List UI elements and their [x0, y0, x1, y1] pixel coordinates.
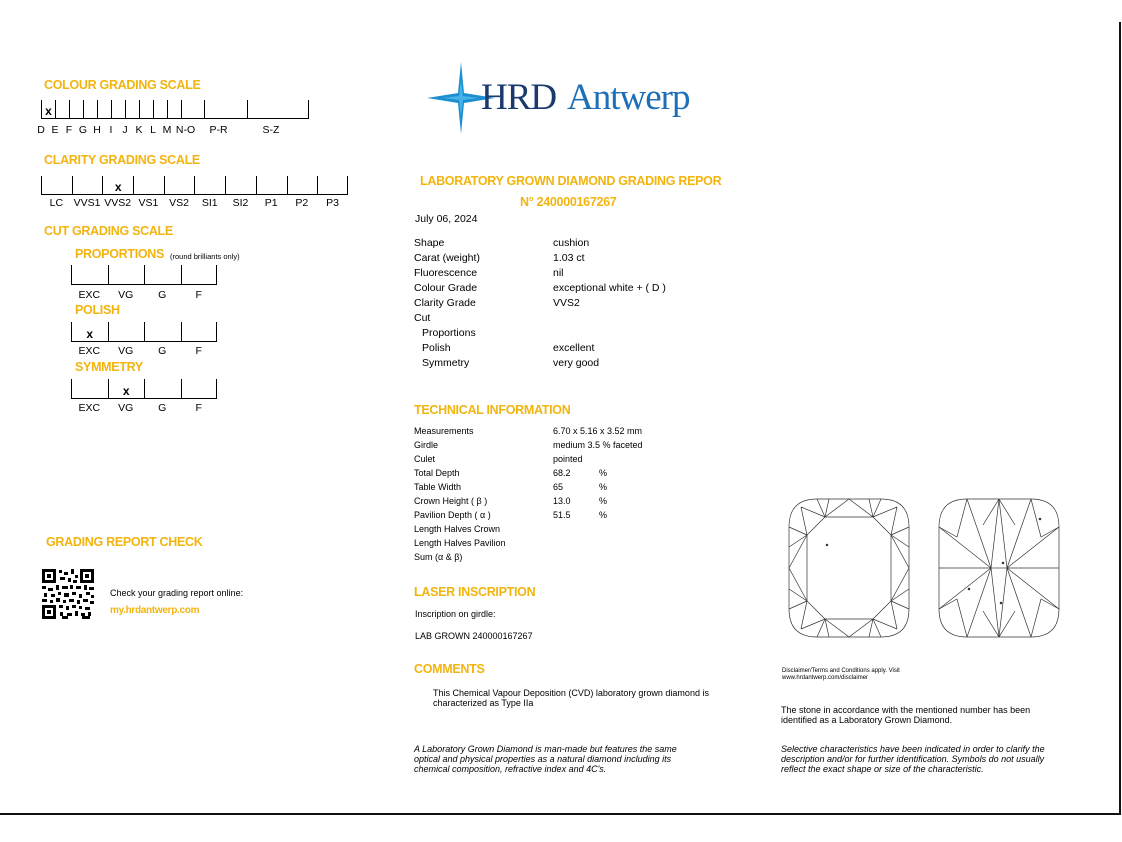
- comments-title: COMMENTS: [414, 662, 485, 676]
- report-date: July 06, 2024: [415, 213, 478, 225]
- clarity-cell-si2: [225, 176, 256, 194]
- footer-left-line-3: chemical composition, refractive index and 4C's.: [414, 764, 607, 774]
- detail-value: 1.03 ct: [553, 252, 585, 264]
- technical-value: 6.70 x 5.16 x 3.52 mm: [553, 426, 643, 436]
- clarity-label-p2: P2: [295, 197, 309, 209]
- clarity-label-p3: P3: [326, 197, 339, 209]
- crown-view-diagram: [787, 497, 911, 639]
- colour-label-k: K: [135, 124, 143, 136]
- report-number: N° 240000167267: [520, 195, 617, 209]
- report-title: LABORATORY GROWN DIAMOND GRADING REPOR: [420, 174, 722, 188]
- technical-table: [414, 424, 643, 564]
- pavilion-view-diagram: [937, 497, 1061, 639]
- colour-cell-n-o: [181, 100, 204, 118]
- colour-label-j: J: [122, 124, 128, 136]
- clarity-cell-p3: [317, 176, 348, 194]
- detail-label: Cut: [414, 312, 431, 324]
- check-link[interactable]: my.hrdantwerp.com: [110, 605, 200, 616]
- technical-label: Length Halves Crown: [414, 524, 501, 534]
- polish-labels: [71, 345, 217, 357]
- disclaimer: [782, 668, 900, 682]
- detail-label: Proportions: [422, 327, 476, 339]
- symmetry-cell-exc: [71, 379, 108, 398]
- footer-right-line-2: description and/or for further identification. Symbols do not usually: [781, 754, 1045, 764]
- technical-row: [414, 438, 643, 452]
- polish-cell-exc: [71, 322, 108, 341]
- colour-scale-boxes: [41, 100, 309, 119]
- technical-label: Girdle: [414, 440, 439, 450]
- cut-label-f: F: [195, 402, 202, 414]
- details-table: [414, 236, 666, 371]
- clarity-cell-lc: [41, 176, 72, 194]
- disclaimer-line-2[interactable]: www.hrdantwerp.com/disclaimer: [782, 675, 869, 681]
- colour-label-m: M: [162, 124, 172, 136]
- polish-cell-g: [144, 322, 181, 341]
- disclaimer-line-1: Disclaimer/Terms and Conditions apply. Visit: [782, 668, 900, 674]
- frame-bottom-border: [0, 813, 1121, 815]
- logo-brand-antwerp: Antwerp: [567, 77, 690, 118]
- colour-mark: x: [45, 104, 52, 118]
- check-title: GRADING REPORT CHECK: [46, 535, 203, 549]
- technical-value: medium 3.5 % faceted: [553, 440, 643, 450]
- technical-label: Crown Height ( β ): [414, 496, 488, 506]
- clarity-label-vvs1: VVS1: [73, 197, 101, 209]
- colour-cell-l: [153, 100, 167, 118]
- colour-label-n-o: N-O: [175, 124, 196, 136]
- footer-left-line-1: A Laboratory Grown Diamond is man-made but features the same: [414, 744, 677, 754]
- detail-row: [414, 326, 666, 341]
- qr-code-icon[interactable]: [42, 569, 94, 619]
- symmetry-cell-f: [181, 379, 218, 398]
- technical-row: [414, 480, 643, 494]
- hrd-logo: [425, 62, 725, 134]
- technical-unit: %: [599, 468, 608, 478]
- clarity-cell-vs2: [164, 176, 195, 194]
- cut-label-exc: EXC: [78, 402, 101, 414]
- proportions-cell-g: [144, 265, 181, 284]
- laser-title: LASER INSCRIPTION: [414, 585, 536, 599]
- laser-text: LAB GROWN 240000167267: [415, 631, 533, 641]
- colour-label-l: L: [150, 124, 156, 136]
- detail-value: VVS2: [553, 297, 580, 309]
- colour-cell-h: [97, 100, 111, 118]
- clarity-mark: x: [114, 180, 122, 194]
- clarity-cell-p2: [287, 176, 318, 194]
- detail-label: Colour Grade: [414, 282, 478, 294]
- detail-label: Shape: [414, 237, 445, 249]
- laser-label: Inscription on girdle:: [415, 609, 496, 619]
- colour-cell-i: [111, 100, 125, 118]
- colour-cell-g: [83, 100, 97, 118]
- proportions-cell-vg: [108, 265, 145, 284]
- polish-cell-f: [181, 322, 218, 341]
- symmetry-cell-g: [144, 379, 181, 398]
- technical-row: [414, 424, 643, 438]
- technical-label: Length Halves Pavilion: [414, 538, 506, 548]
- detail-label: Carat (weight): [414, 252, 480, 264]
- proportions-title: PROPORTIONS: [75, 247, 165, 261]
- clarity-label-lc: LC: [49, 197, 64, 209]
- detail-value: excellent: [553, 342, 595, 354]
- symmetry-labels: [71, 402, 217, 414]
- technical-value: 13.0: [553, 496, 571, 506]
- technical-row: [414, 466, 643, 480]
- detail-label: Clarity Grade: [414, 297, 476, 309]
- cut-scale-title: CUT GRADING SCALE: [44, 224, 173, 238]
- colour-label-d: D: [37, 124, 45, 136]
- symmetry-cell-vg: [108, 379, 145, 398]
- symmetry-title: SYMMETRY: [75, 360, 143, 374]
- colour-label-g: G: [78, 124, 88, 136]
- detail-row: [414, 266, 666, 281]
- colour-label-p-r: P-R: [209, 124, 228, 136]
- clarity-label-vvs2: VVS2: [104, 197, 132, 209]
- detail-label: Polish: [422, 342, 451, 354]
- technical-row: [414, 522, 643, 536]
- clarity-cell-si1: [194, 176, 225, 194]
- cut-label-vg: VG: [118, 402, 134, 414]
- detail-label: Fluorescence: [414, 267, 478, 279]
- technical-label: Total Depth: [414, 468, 460, 478]
- clarity-label-vs1: VS1: [138, 197, 159, 209]
- proportions-labels: [71, 289, 217, 301]
- cut-label-g: G: [158, 289, 167, 301]
- technical-value: 51.5: [553, 510, 571, 520]
- colour-cell-s-z: [247, 100, 309, 118]
- cut-label-vg: VG: [118, 289, 134, 301]
- footer-right-note: [781, 744, 1045, 774]
- detail-row: [414, 311, 666, 326]
- clarity-cell-vvs1: [72, 176, 103, 194]
- clarity-label-si1: SI1: [201, 197, 218, 209]
- technical-row: [414, 508, 643, 522]
- proportions-cell-exc: [71, 265, 108, 284]
- comments-line-2: characterized as Type IIa: [433, 698, 534, 708]
- clarity-cell-vs1: [133, 176, 164, 194]
- clarity-cell-vvs2: [102, 176, 133, 194]
- cut-label-g: G: [158, 345, 167, 357]
- clarity-label-p1: P1: [264, 197, 278, 209]
- technical-row: [414, 550, 643, 564]
- technical-row: [414, 536, 643, 550]
- frame-right-border: [1119, 22, 1121, 814]
- footer-left-line-2: optical and physical properties as a natural diamond including its: [414, 754, 672, 764]
- technical-value: 68.2: [553, 468, 571, 478]
- detail-row: [414, 281, 666, 296]
- proportions-cell-f: [181, 265, 218, 284]
- footer-right-line-3: reflect the exact shape or size of the characteristic.: [781, 764, 984, 774]
- detail-row: [414, 296, 666, 311]
- colour-label-i: I: [109, 124, 113, 136]
- technical-value: 65: [553, 482, 564, 492]
- detail-value: nil: [553, 267, 564, 279]
- polish-title: POLISH: [75, 303, 120, 317]
- detail-label: Symmetry: [422, 357, 470, 369]
- comments-line-1: This Chemical Vapour Deposition (CVD) laboratory grown diamond is: [433, 688, 709, 698]
- technical-unit: %: [599, 482, 608, 492]
- cut-label-exc: EXC: [78, 345, 101, 357]
- polish-mark: x: [86, 327, 94, 341]
- statement-line-2: identified as a Laboratory Grown Diamond.: [781, 715, 953, 725]
- symmetry-mark: x: [122, 384, 130, 398]
- proportions-boxes: [71, 265, 217, 285]
- colour-cell-j: [125, 100, 139, 118]
- check-text: Check your grading report online:: [110, 588, 244, 598]
- detail-row: [414, 341, 666, 356]
- colour-scale-title: COLOUR GRADING SCALE: [44, 78, 201, 92]
- technical-row: [414, 452, 643, 466]
- comments-text: [433, 688, 709, 708]
- proportions-note: (round brilliants only): [170, 252, 240, 261]
- colour-cell-p-r: [204, 100, 247, 118]
- footer-right-line-1: Selective characteristics have been indicated in order to clarify the: [781, 744, 1045, 754]
- clarity-label-si2: SI2: [232, 197, 249, 209]
- colour-cell-e: [55, 100, 69, 118]
- colour-cell-f: [69, 100, 83, 118]
- logo-brand-hrd: HRD: [481, 77, 557, 118]
- detail-value: exceptional white + ( D ): [553, 282, 666, 294]
- statement-line-1: The stone in accordance with the mentioned number has been: [781, 705, 1031, 715]
- colour-label-f: F: [65, 124, 73, 136]
- technical-label: Table Width: [414, 482, 462, 492]
- colour-scale-labels: [34, 124, 302, 136]
- symmetry-boxes: [71, 379, 217, 399]
- footer-left-note: [414, 744, 677, 774]
- technical-label: Culet: [414, 454, 436, 464]
- technical-row: [414, 494, 643, 508]
- colour-label-h: H: [93, 124, 101, 136]
- detail-value: very good: [553, 357, 600, 369]
- clarity-cell-p1: [256, 176, 287, 194]
- detail-value: cushion: [553, 237, 590, 249]
- colour-cell-k: [139, 100, 153, 118]
- clarity-scale-labels: [41, 197, 348, 209]
- technical-label: Pavilion Depth ( α ): [414, 510, 491, 520]
- cut-label-f: F: [195, 345, 202, 357]
- clarity-label-vs2: VS2: [169, 197, 190, 209]
- identification-statement: [781, 705, 1030, 725]
- technical-unit: %: [599, 510, 608, 520]
- colour-label-e: E: [51, 124, 59, 136]
- colour-label-s-z: S-Z: [262, 124, 280, 136]
- cut-label-vg: VG: [118, 345, 134, 357]
- technical-value: pointed: [553, 454, 583, 464]
- colour-cell-d: [41, 100, 55, 118]
- cut-label-f: F: [195, 289, 202, 301]
- technical-label: Measurements: [414, 426, 474, 436]
- detail-row: [414, 251, 666, 266]
- detail-row: [414, 356, 666, 371]
- polish-cell-vg: [108, 322, 145, 341]
- technical-label: Sum (α & β): [414, 552, 463, 562]
- cut-label-g: G: [158, 402, 167, 414]
- cut-label-exc: EXC: [78, 289, 101, 301]
- detail-row: [414, 236, 666, 251]
- technical-title: TECHNICAL INFORMATION: [414, 403, 571, 417]
- clarity-scale-title: CLARITY GRADING SCALE: [44, 153, 200, 167]
- clarity-scale-boxes: [41, 176, 348, 195]
- polish-boxes: [71, 322, 217, 342]
- colour-cell-m: [167, 100, 181, 118]
- technical-unit: %: [599, 496, 608, 506]
